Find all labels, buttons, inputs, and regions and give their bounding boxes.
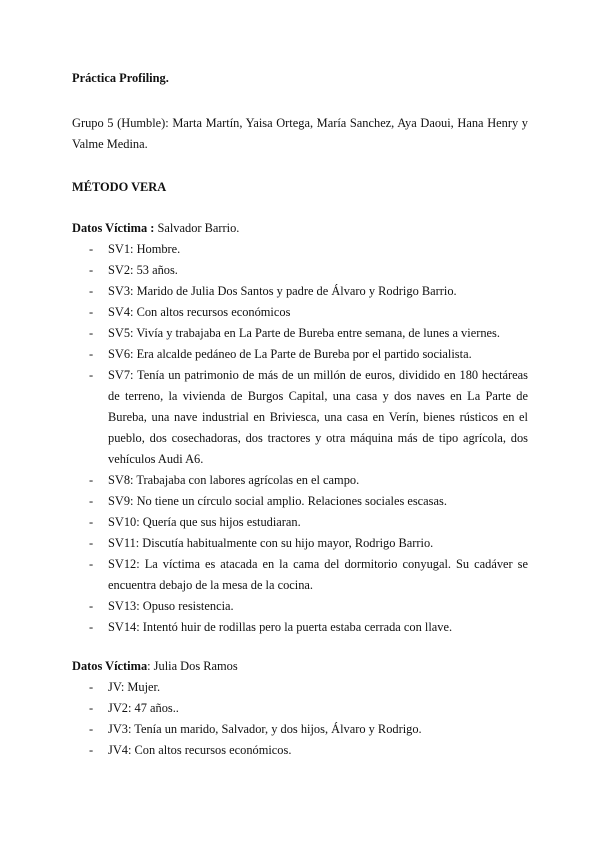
list-item — [72, 491, 528, 512]
list-item-text: JV4: Con altos recursos económicos. — [108, 743, 292, 757]
victim-header — [72, 218, 528, 239]
list-item-text: JV3: Tenía un marido, Salvador, y dos hijos, Álvaro y Rodrigo. — [108, 722, 422, 736]
list-dash: - — [89, 701, 94, 715]
list-item — [72, 533, 528, 554]
list-item — [72, 740, 528, 761]
list-item — [72, 554, 528, 596]
method-heading: MÉTODO VERA — [72, 180, 167, 194]
list-item — [72, 302, 528, 323]
list-item — [72, 344, 528, 365]
list-item-text: SV9: No tiene un círculo social amplio. Relaciones sociales escasas. — [108, 494, 447, 508]
list-dash: - — [89, 494, 94, 508]
victim-data-list — [72, 677, 528, 761]
list-item-text: SV10: Quería que sus hijos estudiaran. — [108, 515, 301, 529]
list-dash: - — [89, 368, 94, 382]
list-dash: - — [89, 722, 94, 736]
list-dash: - — [89, 347, 94, 361]
group-members: Grupo 5 (Humble): Marta Martín, Yaisa Ortega, María Sanchez, Aya Daoui, Hana Henry y Valme Medina. — [72, 116, 528, 151]
document-title: Práctica Profiling. — [72, 71, 169, 85]
list-item — [72, 698, 528, 719]
list-item — [72, 617, 528, 638]
list-item-text: SV12: La víctima es atacada en la cama del dormitorio conyugal. Su cadáver se encuentra debajo de la mesa de la cocina. — [108, 557, 528, 592]
list-dash: - — [89, 515, 94, 529]
list-item-text: SV13: Opuso resistencia. — [108, 599, 234, 613]
list-item — [72, 677, 528, 698]
list-dash: - — [89, 620, 94, 634]
list-dash: - — [89, 242, 94, 256]
victim-header — [72, 656, 528, 677]
list-dash: - — [89, 326, 94, 340]
list-dash: - — [89, 473, 94, 487]
list-item — [72, 470, 528, 491]
list-item — [72, 239, 528, 260]
list-dash: - — [89, 305, 94, 319]
victim-section-julia — [72, 656, 528, 761]
list-item — [72, 281, 528, 302]
victim-label: Datos Víctima : — [72, 221, 155, 235]
list-item-text: SV5: Vivía y trabajaba en La Parte de Bureba entre semana, de lunes a viernes. — [108, 326, 500, 340]
victim-name: Salvador Barrio. — [154, 221, 240, 235]
list-item — [72, 323, 528, 344]
victim-data-list — [72, 239, 528, 638]
list-item-text: JV2: 47 años.. — [108, 701, 179, 715]
list-dash: - — [89, 743, 94, 757]
list-dash: - — [89, 536, 94, 550]
list-item-text: SV4: Con altos recursos económicos — [108, 305, 291, 319]
list-dash: - — [89, 557, 94, 571]
list-item-text: SV8: Trabajaba con labores agrícolas en el campo. — [108, 473, 360, 487]
list-dash: - — [89, 680, 94, 694]
list-item-text: SV1: Hombre. — [108, 242, 181, 256]
list-item-text: SV11: Discutía habitualmente con su hijo mayor, Rodrigo Barrio. — [108, 536, 434, 550]
list-item-text: JV: Mujer. — [108, 680, 161, 694]
victim-section-salvador — [72, 218, 528, 638]
list-item-text: SV14: Intentó huir de rodillas pero la puerta estaba cerrada con llave. — [108, 620, 453, 634]
list-item-text: SV2: 53 años. — [108, 263, 178, 277]
list-dash: - — [89, 599, 94, 613]
list-item — [72, 596, 528, 617]
list-item — [72, 365, 528, 470]
list-item-text: SV3: Marido de Julia Dos Santos y padre de Álvaro y Rodrigo Barrio. — [108, 284, 457, 298]
list-item — [72, 512, 528, 533]
list-item — [72, 719, 528, 740]
list-dash: - — [89, 284, 94, 298]
victim-label: Datos Víctima — [72, 659, 148, 673]
victim-name: : Julia Dos Ramos — [147, 659, 238, 673]
list-item-text: SV6: Era alcalde pedáneo de La Parte de Bureba por el partido socialista. — [108, 347, 472, 361]
list-item — [72, 260, 528, 281]
list-dash: - — [89, 263, 94, 277]
list-item-text: SV7: Tenía un patrimonio de más de un millón de euros, dividido en 180 hectáreas de terreno, la vivienda de Burgos Capital, una casa y dos naves en La Parte de Bureba, una nave industrial en Briviesca, una casa en Verín, bienes rústicos en el pueblo, dos cosechadoras, dos tractores y otra máquina más de tipo agrícola, dos vehículos Audi A6. — [108, 368, 528, 466]
